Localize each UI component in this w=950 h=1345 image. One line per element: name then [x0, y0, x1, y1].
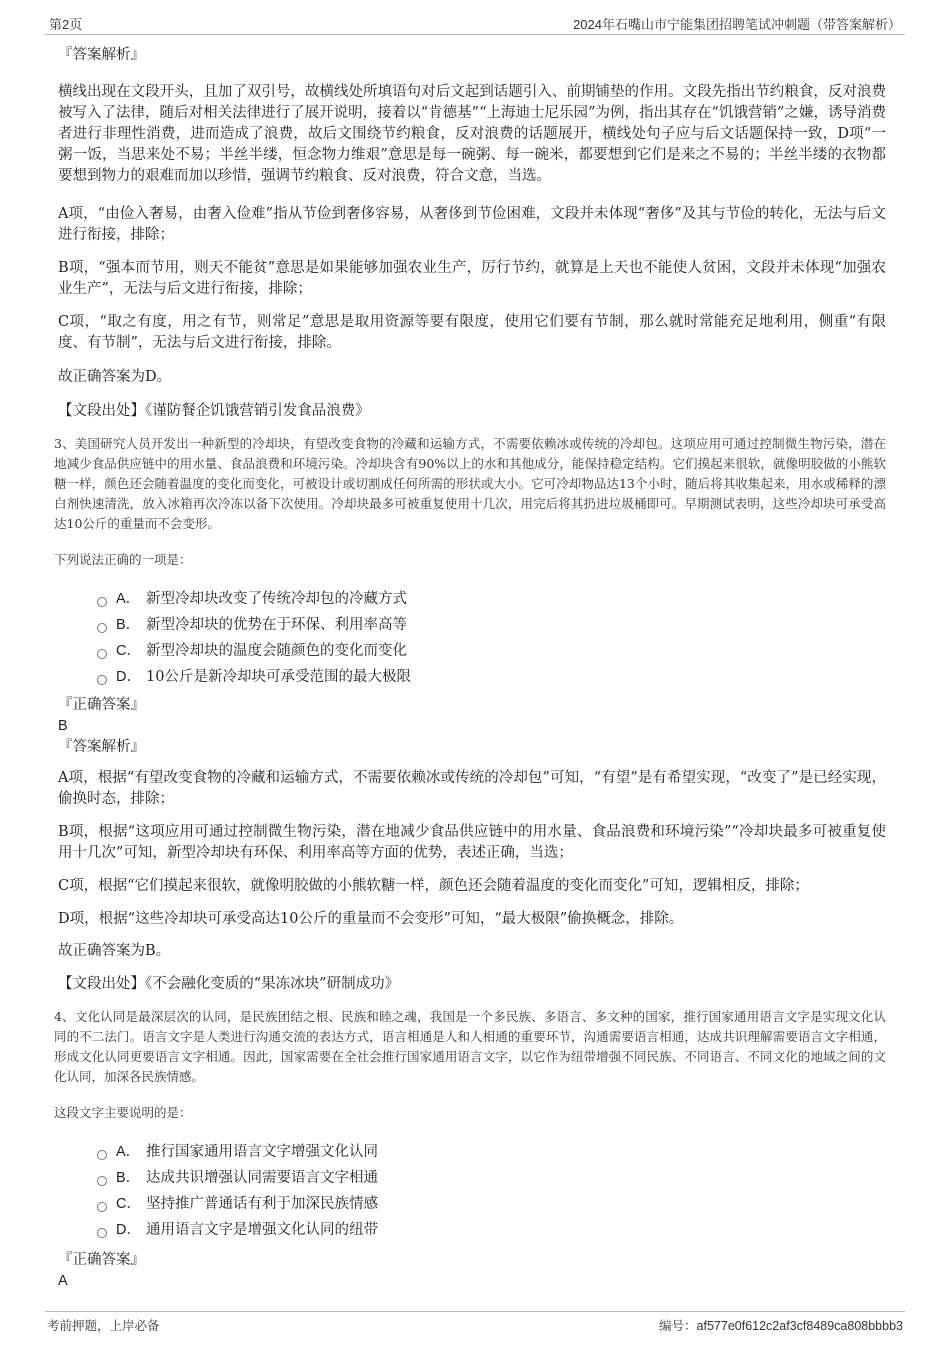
- radio-button[interactable]: [97, 1176, 107, 1186]
- q4-stem: 4、文化认同是最深层次的认同，是民族团结之根、民族和睦之魂，我国是一个多民族、多语言、多文种的国家，推行国家通用语言文字是实现文化认同的不二法门。语言文字是人类进行沟通交流的表达方式，语言相通是人和人相通的重要环节，沟通需要语言相通，达成共识理解需要语言文字相通，形成文化认同更要语言文字相通。因此，国家需要在全社会推行国家通用语言文字，以它作为纽带增强不同民族、不同语言、不同文化的地域之间的文化认同，加深各民族情感。: [54, 1009, 886, 1084]
- radio-button[interactable]: [97, 1150, 107, 1160]
- document-code: 编号：af577e0f612c2af3cf8489ca808bbbb3: [659, 1319, 903, 1333]
- q3-option-c-analysis: C项，根据“它们摸起来很软，就像明胶做的小熊软糖一样，颜色还会随着温度的变化而变化”可知，逻辑相反，排除；: [58, 878, 809, 894]
- q3-conclusion: 故正确答案为B。: [58, 943, 171, 959]
- q4-option-d[interactable]: D． 通用语言文字是增强文化认同的纽带: [58, 1217, 886, 1243]
- q3-option-a-analysis: A项，根据“有望改变食物的冷藏和运输方式，不需要依赖冰或传统的冷却包”可知，“有望”是有希望实现，“改变了”是已经实现，偷换时态，排除；: [58, 770, 886, 807]
- radio-button[interactable]: [97, 1202, 107, 1212]
- q4-prompt: 这段文字主要说明的是：: [54, 1105, 192, 1120]
- footer-slogan: 考前押题，上岸必备: [47, 1319, 160, 1333]
- q3-stem: 3、美国研究人员开发出一种新型的冷却块，有望改变食物的冷藏和运输方式，不需要依赖冰或传统的冷却包。这项应用可通过控制微生物污染，潜在地减少食品供应链中的用水量、食品浪费和环境污染。冷却块含有90%以上的水和其他成分，能保持稳定结构。它们摸起来很软，就像明胶做的小熊软糖一样，颜色还会随着温度的变化而变化，可被设计或切割成任何所需的形状或大小。它可冷却物品达13个小时，随后将其收集起来，用水或稀释的漂白剂快速清洗，放入冰箱再次冷冻以备下次使用。冷却块最多可被重复使用十几次，用完后将其扔进垃圾桶即可。早期测试表明，这些冷却块可承受高达10公斤的重量而不会变形。: [54, 436, 886, 531]
- q3-option-d-analysis: D项，根据“这些冷却块可承受高达10公斤的重量而不会变形”可知，“最大极限”偷换概念，排除。: [58, 911, 684, 927]
- radio-button[interactable]: [97, 1228, 107, 1238]
- q4-answer: A: [58, 1273, 68, 1289]
- q4-answer-heading: 『正确答案』: [58, 1252, 145, 1268]
- radio-button[interactable]: [97, 675, 107, 685]
- q4-option-b[interactable]: B． 达成共识增强认同需要语言文字相通: [58, 1165, 886, 1191]
- q3-answer-heading: 『正确答案』: [58, 697, 145, 713]
- page-footer: [45, 1311, 905, 1336]
- q3-option-c[interactable]: C． 新型冷却块的温度会随颜色的变化而变化: [58, 638, 886, 664]
- q3-analysis-heading: 『答案解析』: [58, 739, 145, 755]
- q2-analysis-text: 横线出现在文段开头，且加了双引号，故横线处所填语句对后文起到话题引入、前期铺垫的作用。文段先指出节约粮食，反对浪费被写入了法律，随后对相关法律进行了展开说明，接着以“肯德基”“上海迪士尼乐园”为例，指出其存在“饥饿营销”之嫌，诱导消费者进行非理性消费，进而造成了浪费，故后文围绕节约粮食，反对浪费的话题展开，横线处句子应与后文话题保持一致，D项“一粥一饭，当思来处不易；半丝半缕，恒念物力维艰”意思是每一碗粥、每一碗米，都要想到它们是来之不易的；半丝半缕的衣物都要想到物力的艰难而加以珍惜，强调节约粮食、反对浪费，符合文意，当选。: [58, 84, 886, 184]
- q3-option-b-analysis: B项，根据“这项应用可通过控制微生物污染，潜在地减少食品供应链中的用水量、食品浪费和环境污染”“冷却块最多可被重复使用十几次”可知，新型冷却块有环保、利用率高等方面的优势，表述正确，当选；: [58, 824, 886, 861]
- radio-button[interactable]: [97, 623, 107, 633]
- q4-option-c[interactable]: C． 坚持推广普通话有利于加深民族情感: [58, 1191, 886, 1217]
- radio-button[interactable]: [97, 649, 107, 659]
- q3-option-b[interactable]: B． 新型冷却块的优势在于环保、利用率高等: [58, 612, 886, 638]
- q2-option-c-analysis: C项，“取之有度，用之有节，则常足”意思是取用资源等要有限度，使用它们要有节制，那么就时常能充足地利用，侧重“有限度、有节制”，无法与后文进行衔接，排除。: [58, 314, 886, 351]
- q2-option-b-analysis: B项，“强本而节用，则天不能贫”意思是如果能够加强农业生产，厉行节约，就算是上天也不能使人贫困，文段并未体现“加强农业生产”，无法与后文进行衔接，排除；: [58, 260, 886, 297]
- q2-conclusion: 故正确答案为D。: [58, 369, 172, 385]
- q4-options: [58, 1139, 886, 1243]
- q3-source: 【文段出处】《不会融化变质的“果冻冰块”研制成功》: [58, 976, 400, 992]
- q3-option-d[interactable]: D． 10公斤是新冷却块可承受范围的最大极限: [58, 664, 886, 690]
- q3-prompt: 下列说法正确的一项是：: [54, 552, 192, 567]
- page-content: [54, 44, 886, 1291]
- q2-source: 【文段出处】《谨防餐企饥饿营销引发食品浪费》: [58, 403, 370, 419]
- page-number: 第2页: [49, 17, 83, 32]
- document-title: 2024年石嘴山市宁能集团招聘笔试冲刺题（带答案解析）: [573, 17, 901, 32]
- radio-button[interactable]: [97, 597, 107, 607]
- q4-option-a[interactable]: A． 推行国家通用语言文字增强文化认同: [58, 1139, 886, 1165]
- q3-answer: B: [58, 718, 68, 734]
- q3-options: [58, 586, 886, 690]
- q2-analysis-heading: 『答案解析』: [58, 47, 145, 63]
- q3-option-a[interactable]: A． 新型冷却块改变了传统冷却包的冷藏方式: [58, 586, 886, 612]
- q2-option-a-analysis: A项，“由俭入奢易，由奢入俭难”指从节俭到奢侈容易，从奢侈到节俭困难，文段并未体现“奢侈”及其与节俭的转化，无法与后文进行衔接，排除；: [58, 206, 886, 243]
- page-header: [45, 14, 905, 35]
